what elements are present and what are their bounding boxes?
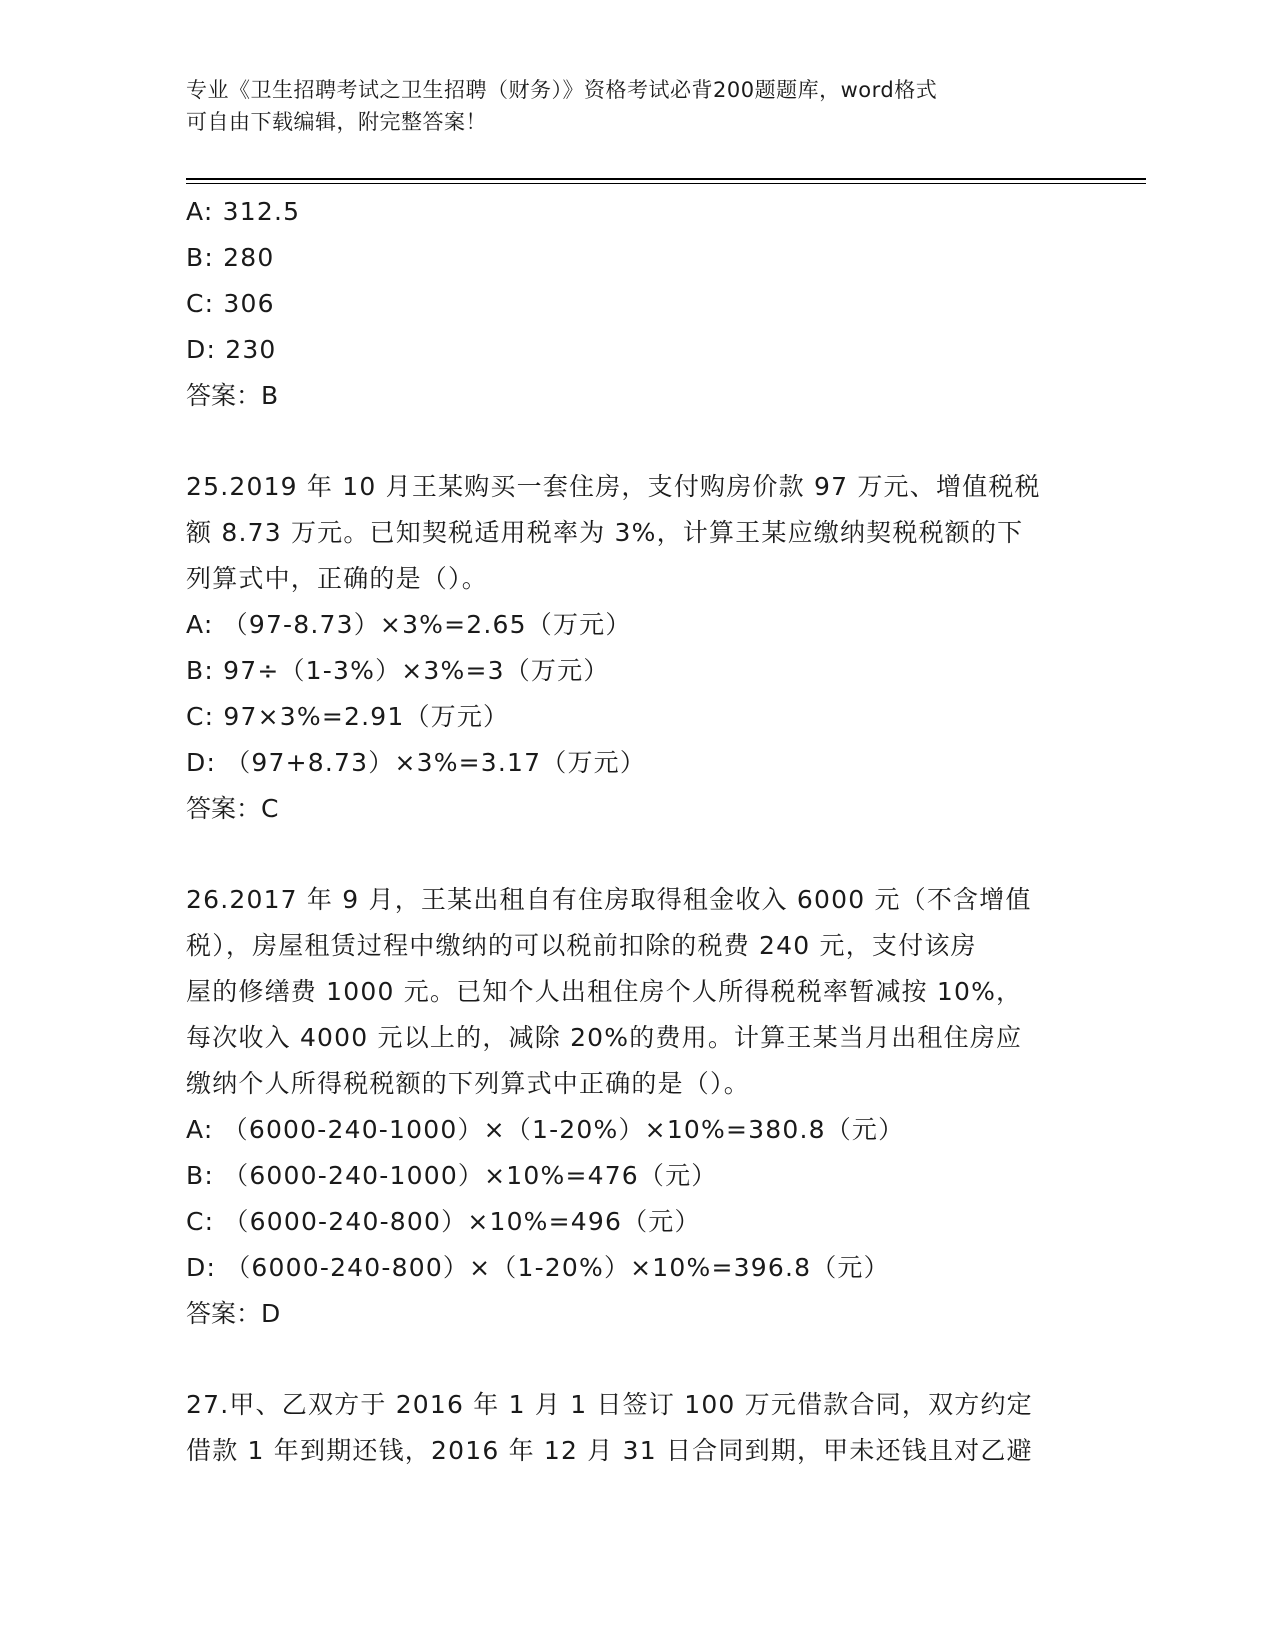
page-header bbox=[186, 74, 1066, 138]
option-c: C: 97×3%=2.91（万元） bbox=[186, 702, 510, 731]
question-stem-line: 税），房屋租赁过程中缴纳的可以税前扣除的税费 240 元，支付该房 bbox=[186, 931, 977, 960]
header-divider bbox=[186, 178, 1146, 180]
option-c: C: （6000-240-800）×10%=496（元） bbox=[186, 1207, 701, 1236]
question-27 bbox=[186, 1382, 1086, 1474]
option-d: D: 230 bbox=[186, 335, 277, 364]
question-stem-line: 25.2019 年 10 月王某购买一套住房，支付购房价款 97 万元、增值税税 bbox=[186, 472, 1041, 501]
question-stem-line: 额 8.73 万元。已知契税适用税率为 3%，计算王某应缴纳契税税额的下 bbox=[186, 518, 1024, 547]
spacer bbox=[186, 419, 1086, 464]
option-a: A: 312.5 bbox=[186, 197, 301, 226]
question-stem-line: 27.甲、乙双方于 2016 年 1 月 1 日签订 100 万元借款合同，双方约定 bbox=[186, 1390, 1033, 1419]
option-c: C: 306 bbox=[186, 289, 275, 318]
header-line-2: 可自由下载编辑，附完整答案！ bbox=[186, 110, 487, 134]
option-d: D: （6000-240-800）×（1-20%）×10%=396.8（元） bbox=[186, 1253, 890, 1282]
document-body bbox=[186, 189, 1086, 1474]
option-b: B: 280 bbox=[186, 243, 275, 272]
option-a: A: （97-8.73）×3%=2.65（万元） bbox=[186, 610, 632, 639]
question-26 bbox=[186, 877, 1086, 1337]
header-line-1: 专业《卫生招聘考试之卫生招聘（财务）》资格考试必背200题题库，word格式 bbox=[186, 78, 938, 102]
spacer bbox=[186, 832, 1086, 877]
question-stem-line: 26.2017 年 9 月，王某出租自有住房取得租金收入 6000 元（不含增值 bbox=[186, 885, 1032, 914]
question-stem-line: 借款 1 年到期还钱，2016 年 12 月 31 日合同到期，甲未还钱且对乙避 bbox=[186, 1436, 1033, 1465]
answer: 答案：D bbox=[186, 1299, 281, 1328]
question-24 bbox=[186, 189, 1086, 419]
option-d: D: （97+8.73）×3%=3.17（万元） bbox=[186, 748, 647, 777]
option-b: B: 97÷（1-3%）×3%=3（万元） bbox=[186, 656, 610, 685]
answer: 答案：C bbox=[186, 794, 279, 823]
question-stem-line: 缴纳个人所得税税额的下列算式中正确的是（）。 bbox=[186, 1069, 750, 1098]
question-stem-line: 每次收入 4000 元以上的，减除 20%的费用。计算王某当月出租住房应 bbox=[186, 1023, 1023, 1052]
option-a: A: （6000-240-1000）×（1-20%）×10%=380.8（元） bbox=[186, 1115, 905, 1144]
question-stem-line: 屋的修缮费 1000 元。已知个人出租住房个人所得税税率暂减按 10%， bbox=[186, 977, 1023, 1006]
answer: 答案：B bbox=[186, 381, 279, 410]
question-25 bbox=[186, 464, 1086, 832]
question-stem-line: 列算式中，正确的是（）。 bbox=[186, 564, 488, 593]
option-b: B: （6000-240-1000）×10%=476（元） bbox=[186, 1161, 718, 1190]
header-divider-thin bbox=[186, 183, 1146, 184]
spacer bbox=[186, 1337, 1086, 1382]
